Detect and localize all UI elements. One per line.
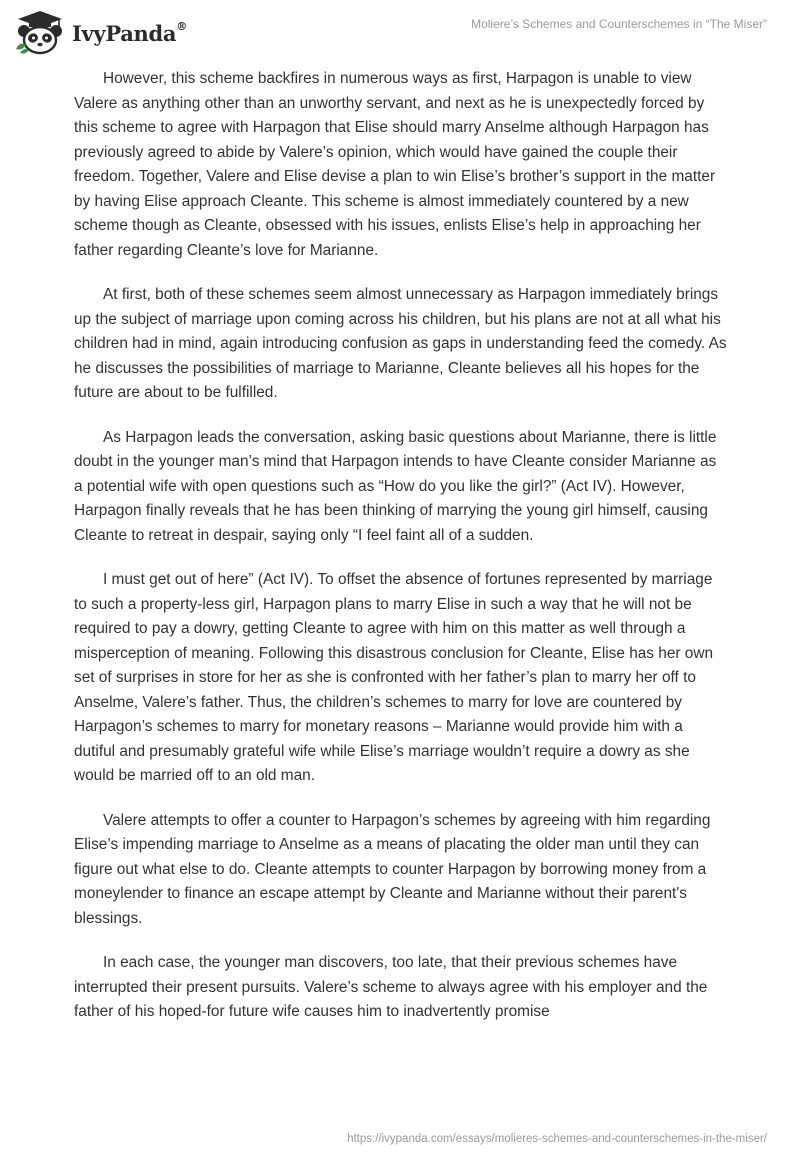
brand-name: IvyPanda®	[72, 19, 187, 46]
page-header	[0, 0, 800, 62]
panda-graduate-icon	[14, 9, 66, 55]
source-url[interactable]: https://ivypanda.com/essays/molieres-schemes-and-counterschemes-in-the-miser/	[347, 1133, 767, 1145]
paragraph: However, this scheme backfires in numerous ways as first, Harpagon is unable to view Valere as anything other than an unworthy servant, and next as he is unexpectedly forced by this scheme to agree with Harpagon that Elise should marry Anselme although Harpagon has previously agreed to abide by Valere’s opinion, which would have gained the couple their freedom. Together, Valere and Elise devise a plan to win Elise’s brother’s support in the matter by having Elise approach Cleante. This scheme is almost immediately countered by a new scheme though as Cleante, obsessed with his issues, enlists Elise’s help in approaching her father regarding Cleante’s love for Marianne.	[74, 70, 716, 259]
paragraph: Valere attempts to offer a counter to Harpagon’s schemes by agreeing with him regarding Elise’s impending marriage to Anselme as a means of placating the older man until they can figure out what else to do. Cleante attempts to counter Harpagon by borrowing money from a moneylender to finance an escape attempt by Cleante and Marianne without their parent's blessings.	[74, 811, 711, 927]
essay-body	[74, 67, 728, 1045]
paragraph: I must get out of here” (Act IV). To offset the absence of fortunes represented by marriage to such a property-less girl, Harpagon plans to marry Elise in such a way that he will not be required to pay a dowry, getting Cleante to agree with him on this matter as well through a misperception of meaning. Following this disastrous conclusion for Cleante, Elise has her own set of surprises in store for her as she is confronted with her father’s plan to marry her off to Anselme, Valere’s father. Thus, the children’s schemes to marry for love are countered by Harpagon’s schemes to marry for monetary reasons – Marianne would provide him with a dutiful and presumably grateful wife while Elise’s marriage wouldn’t require a dowry as she would be married off to an old man.	[74, 571, 714, 784]
paragraph: At first, both of these schemes seem almost unnecessary as Harpagon immediately brings up the subject of marriage upon coming across his children, but his plans are not at all what his children had in mind, again introducing confusion as gaps in understanding feed the comedy. As he discusses the possibilities of marriage to Marianne, Cleante believes all his hopes for the future are about to be fulfilled.	[74, 286, 727, 401]
document-title: Moliere’s Schemes and Counterschemes in “The Miser”	[471, 17, 767, 31]
paragraph: As Harpagon leads the conversation, asking basic questions about Marianne, there is little doubt in the younger man’s mind that Harpagon intends to have Cleante consider Marianne as a potential wife with open questions such as “How do you like the girl?” (Act IV). However, Harpagon finally reveals that he has been thinking of marrying the young girl himself, causing Cleante to retreat in despair, saying only “I feel faint all of a sudden.	[74, 428, 717, 544]
brand-logo[interactable]	[14, 8, 187, 56]
paragraph: In each case, the younger man discovers, too late, that their previous schemes have interrupted their present pursuits. Valere’s scheme to always agree with his employer and the father of his hoped-for future wife causes him to inadvertently promise	[74, 954, 708, 1020]
